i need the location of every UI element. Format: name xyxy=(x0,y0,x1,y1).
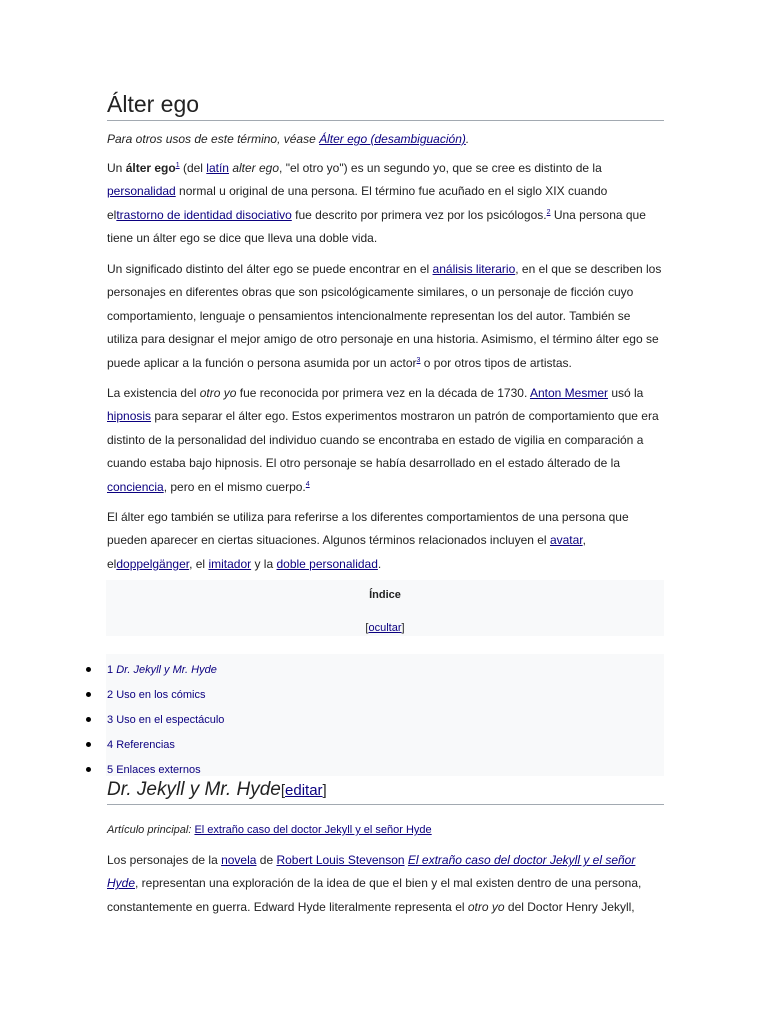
toc-item-label: Referencias xyxy=(116,739,175,751)
doble-personalidad-link[interactable]: doble personalidad xyxy=(276,556,378,571)
toc-title: Índice xyxy=(369,589,401,601)
edit-open-bracket: [ xyxy=(280,782,286,799)
toc-item-2[interactable] xyxy=(84,687,224,712)
toc-toggle-wrapper xyxy=(106,622,664,634)
p4-text-4: y la xyxy=(251,556,277,571)
section-heading-jekyll xyxy=(107,778,664,805)
disambiguation-link[interactable]: Álter ego (desambiguación) xyxy=(319,132,466,146)
toc-item-label: Dr. Jekyll y Mr. Hyde xyxy=(116,664,217,676)
edit-section-link[interactable]: editar xyxy=(285,782,323,799)
ref-3-link[interactable]: 3 xyxy=(416,356,421,364)
p5-text-4: , representan una exploración de la idea de que el bien y el mal existen dentro de una persona, constantemente en guerra. Edward Hyde literalmente representa el xyxy=(107,876,642,914)
ref-2-link[interactable]: 2 xyxy=(546,208,551,216)
section-heading-text: Dr. Jekyll y Mr. Hyde xyxy=(107,779,281,800)
personalidad-link[interactable]: personalidad xyxy=(107,184,176,199)
intro-paragraph-1 xyxy=(107,157,663,251)
mesmer-link[interactable]: Anton Mesmer xyxy=(529,386,608,400)
bullet-icon xyxy=(86,667,91,672)
p2-text-2: , en el que se describen los personajes en diferentes obras que son psicológicamente similares, o un personaje de ficción cuyo comportamiento, lenguaje o pensamientos intencionalmente representan los del autor. También se utiliza para designar el mejor amigo de otro personaje en una historia. Asimismo, el término álter ego se puede aplicar a la función o persona asumida por un actor xyxy=(107,262,662,370)
toc-header xyxy=(106,580,664,636)
ref-4-link[interactable]: 4 xyxy=(305,480,310,488)
p1-text-7: Una persona que tiene un álter ego se dice que lleva una doble vida. xyxy=(107,207,646,246)
toc-item-number: 5 xyxy=(107,764,114,776)
toc-item-number: 2 xyxy=(107,689,114,701)
bullet-icon xyxy=(86,742,91,747)
hatnote-suffix: . xyxy=(465,132,470,146)
toc-hide-link[interactable]: ocultar xyxy=(368,622,402,634)
toc-item-1[interactable] xyxy=(84,662,224,687)
p5-text-2: de xyxy=(256,853,277,867)
p1-text-6: fue descrito por primera vez por los psicólogos. xyxy=(291,207,547,222)
p1-italic: alter ego xyxy=(232,161,280,175)
main-article-label: Artículo principal: xyxy=(107,824,192,836)
intro-paragraph-4 xyxy=(107,506,663,576)
conciencia-link[interactable]: conciencia xyxy=(107,479,164,494)
p2-text-1: Un significado distinto del álter ego se puede encontrar en el xyxy=(107,262,433,276)
toc-open-bracket: [ xyxy=(365,622,369,634)
p3-text-2: fue reconocida por primera vez en la década de 1730. xyxy=(236,386,530,400)
p5-text-1: Los personajes de la xyxy=(107,853,222,867)
toc-list xyxy=(84,662,224,787)
bullet-icon xyxy=(86,717,91,722)
intro-paragraph-2 xyxy=(107,258,663,375)
section-paragraph-1 xyxy=(107,849,663,919)
p4-text-3: , el xyxy=(189,556,209,571)
doppelganger-link[interactable]: doppelgänger xyxy=(116,556,190,571)
bullet-icon xyxy=(86,767,91,772)
p5-italic: otro yo xyxy=(467,899,505,914)
toc-item-label: Uso en los cómics xyxy=(116,689,206,701)
p1-bold-term: álter ego xyxy=(125,161,176,175)
p3-text-1: La existencia del xyxy=(107,386,200,400)
analisis-literario-link[interactable]: análisis literario xyxy=(432,262,516,276)
toc-item-4[interactable] xyxy=(84,737,224,762)
main-article-note xyxy=(107,822,664,838)
p3-text-4: para separar el álter ego. Estos experimentos mostraron un patrón de comportamiento que era distinto de la personalidad del individuo cuando se encontraba en estado de vigilia en comparación a cuando estaba bajo hipnosis. El otro personaje se había desarrollado en el estado álterado de la xyxy=(107,409,659,471)
page-title: Álter ego xyxy=(107,90,664,121)
trastorno-link[interactable]: trastorno de identidad disociativo xyxy=(116,207,292,222)
p4-text-5: . xyxy=(377,556,382,571)
p3-italic: otro yo xyxy=(199,386,237,400)
toc-item-label: Uso en el espectáculo xyxy=(116,714,225,726)
toc-item-number: 1 xyxy=(107,664,114,676)
hipnosis-link[interactable]: hipnosis xyxy=(107,409,152,424)
imitador-link[interactable]: imitador xyxy=(208,556,252,571)
intro-paragraph-3 xyxy=(107,382,663,499)
p1-text-1: Un xyxy=(107,161,126,175)
edit-close-bracket: ] xyxy=(322,782,327,799)
bullet-icon xyxy=(86,692,91,697)
p1-text-5: normal u original de una persona. El término fue acuñado en el siglo XIX cuando el xyxy=(107,184,608,222)
latin-link[interactable]: latín xyxy=(206,161,229,175)
p5-text-5: del Doctor Henry Jekyll, xyxy=(504,899,635,914)
novela-link[interactable]: novela xyxy=(221,853,257,867)
p4-text-2: , el xyxy=(107,533,586,571)
main-article-link[interactable]: El extraño caso del doctor Jekyll y el señor Hyde xyxy=(194,824,432,836)
p3-text-5: , pero en el mismo cuerpo. xyxy=(163,479,306,494)
p3-text-3: usó la xyxy=(607,386,644,400)
p2-text-3: o por otros tipos de artistas. xyxy=(420,355,572,370)
avatar-link[interactable]: avatar xyxy=(549,533,583,548)
p1-text-2: (del xyxy=(179,161,207,175)
hatnote xyxy=(107,130,664,148)
ref-1-link[interactable]: 1 xyxy=(175,162,180,169)
toc-item-3[interactable] xyxy=(84,712,224,737)
novel-title-link[interactable]: El extraño caso del doctor Jekyll y el señor Hyde xyxy=(107,853,636,891)
stevenson-link[interactable]: Robert Louis Stevenson xyxy=(276,853,405,867)
toc-item-label: Enlaces externos xyxy=(116,764,201,776)
toc-close-bracket: ] xyxy=(401,622,405,634)
toc-item-number: 4 xyxy=(107,739,114,751)
toc-item-number: 3 xyxy=(107,714,114,726)
p4-text-1: El álter ego también se utiliza para referirse a los diferentes comportamientos de una persona que pueden aparecer en ciertas situaciones. Algunos términos relacionados incluyen el xyxy=(107,510,629,548)
hatnote-prefix: Para otros usos de este término, véase xyxy=(107,132,320,146)
p1-text-4: , "el otro yo") es un segundo yo, que se cree es distinto de la xyxy=(279,161,602,175)
